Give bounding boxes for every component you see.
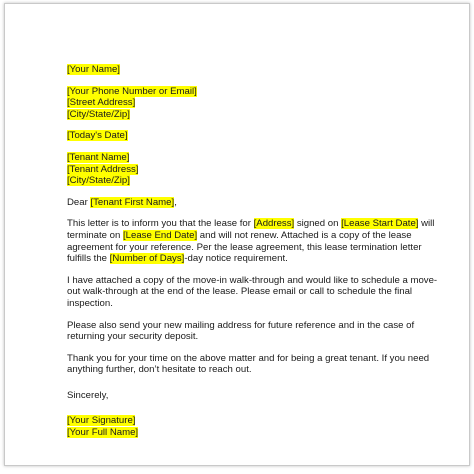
para4-line: Thank you for your time on the above matter and for being a great tenant. If you need (67, 352, 430, 364)
sender-name-block (67, 64, 427, 76)
para2-line: I have attached a copy of the move-in walk-through and would like to schedule a move- (67, 274, 438, 286)
sender-contact-block (67, 86, 427, 121)
full-name-placeholder: [Your Full Name] (67, 427, 139, 439)
para3-line: returning your security deposit. (67, 331, 199, 343)
closing-text: Sincerely, (67, 389, 109, 401)
date-placeholder: [Today's Date] (67, 130, 128, 142)
salutation-prefix: Dear (67, 196, 91, 208)
tenant-address-block (67, 152, 427, 187)
tenant-city-placeholder: [City/State/Zip] (67, 175, 130, 187)
para1-text: terminate on (67, 229, 123, 241)
address-placeholder: [Address] (253, 218, 295, 230)
sender-city-placeholder: [City/State/Zip] (67, 108, 130, 120)
sender-name-placeholder: [Your Name] (67, 64, 120, 75)
para2-line: inspection. (67, 297, 113, 309)
closing (67, 390, 427, 402)
tenant-first-name-placeholder: [Tenant First Name] (90, 196, 175, 208)
para1-text: fulfills the (67, 253, 110, 265)
para2-line: out walk-through at the end of the lease. Please email or call to schedule the final (67, 286, 413, 298)
document-page (4, 3, 470, 466)
paragraph-walkthrough (67, 274, 438, 310)
salutation-suffix: , (174, 196, 177, 208)
paragraph-termination-notice (67, 218, 435, 265)
sender-street-placeholder: [Street Address] (67, 97, 136, 109)
tenant-address-placeholder: [Tenant Address] (67, 163, 139, 175)
number-of-days-placeholder: [Number of Days] (109, 253, 185, 265)
paragraph-thank-you (67, 352, 430, 376)
lease-end-date-placeholder: [Lease End Date] (123, 229, 198, 241)
para1-text: will (418, 218, 435, 230)
para3-line: Please also send your new mailing address for future reference and in the case of (67, 319, 415, 331)
sender-phone-email-placeholder: [Your Phone Number or Email] (67, 85, 197, 97)
letter-body (67, 64, 438, 449)
lease-start-date-placeholder: [Lease Start Date] (341, 218, 419, 230)
paragraph-mailing-address (67, 320, 427, 343)
para1-text: signed on (294, 218, 342, 230)
para1-text: -day notice requirement. (184, 253, 288, 265)
para4-line: anything further, don’t hesitate to reach out. (67, 364, 252, 376)
salutation (67, 197, 427, 209)
para1-line: agreement for your reference. Per the lease agreement, this lease termination letter (67, 241, 422, 253)
para1-text: and will not renew. Attached is a copy of the lease (197, 229, 412, 241)
date-block (67, 130, 427, 142)
tenant-name-placeholder: [Tenant Name] (67, 151, 130, 163)
signature-block (67, 415, 427, 438)
signature-placeholder: [Your Signature] (67, 415, 136, 427)
para1-text: This letter is to inform you that the lease for (67, 218, 254, 230)
